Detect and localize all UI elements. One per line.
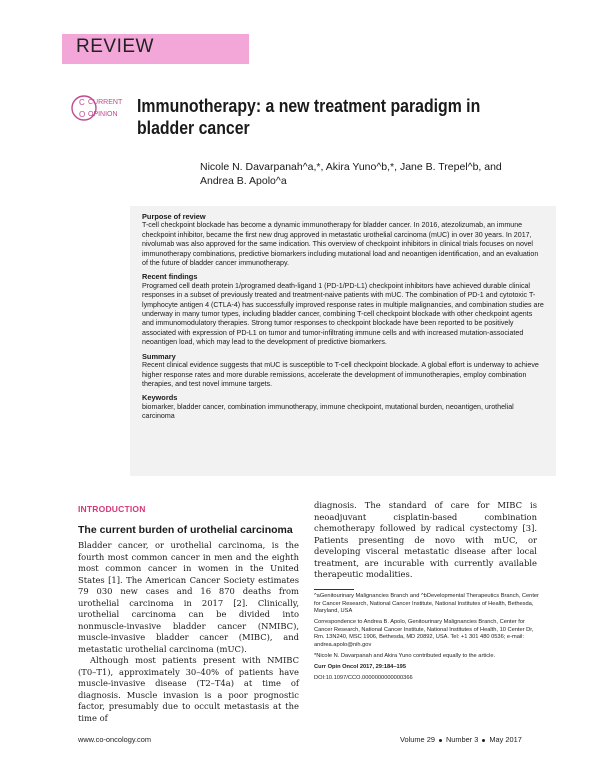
body-column-left xyxy=(78,540,299,724)
current-opinion-logo xyxy=(70,90,134,126)
keywords-text: biomarker, bladder cancer, combination immunotherapy, immune checkpoint, mutational burden, neoantigen, urothelial carcinoma xyxy=(142,402,514,421)
author-list xyxy=(200,160,560,188)
logo-word-current: CURRENT xyxy=(88,99,123,106)
svg-text:C: C xyxy=(79,98,85,107)
body-column-right xyxy=(314,500,537,581)
separator-dot-icon xyxy=(482,739,485,742)
purpose-text: T-cell checkpoint blockade has become a dynamic immunotherapy for bladder cancer. In 2016, atezolizumab, an immune checkpoint inhibitor, became the first new drug approved in metastatic urothelial carcinoma (mUC) in over 30 years. In 2017, nivolumab was also approved for the same indication. This overview of checkpoint inhibitors in clinical trials focuses on novel immunotherapy combinations, predictive biomarkers including mutational load and neoantigen identification, and an evaluation of the future of bladder cancer immunotherapy. xyxy=(142,221,539,268)
review-label: REVIEW xyxy=(76,36,154,57)
separator-dot-icon xyxy=(439,739,442,742)
citation-line: Curr Opin Oncol 2017, 29:184–195 xyxy=(314,664,406,671)
review-band xyxy=(62,34,249,64)
section-heading: The current burden of urothelial carcinoma xyxy=(78,524,293,536)
authors-line-1: Nicole N. Davarpanah^a,*, Akira Yuno^b,*, Jane B. Trepel^b, and xyxy=(200,161,502,173)
logo-word-opinion: OPINION xyxy=(88,111,118,118)
footnote-divider xyxy=(314,589,354,590)
equal-contribution-note: *Nicole N. Davarpanah and Akira Yuno contributed equally to the article. xyxy=(314,653,496,660)
body-paragraph-2: Although most patients present with NMIBC (T0–T1), approximately 30–40% of patients have muscle-invasive disease (T2–T4a) at time of diagnosis. Muscle invasion is a poor prognostic factor, presumably due to occult metastasis at the time of xyxy=(78,655,299,723)
volume-label: Volume 29 xyxy=(400,735,435,744)
doi-line: DOI:10.1097/CCO.0000000000000366 xyxy=(314,675,413,682)
body-paragraph-1: Bladder cancer, or urothelial carcinoma, is the fourth most common cancer in men and the eighth most common cancer in women in the United States [1]. The American Cancer Society estimates 79 030 new cases and 16 870 deaths from urothelial carcinoma in 2017 [2]. Clinically, urothelial carcinoma can be divided into nonmuscle-invasive bladder cancer (NMIBC), muscle-invasive bladder cancer (MIBC), and metastatic urothelial carcinoma (mUC). xyxy=(78,540,299,654)
journal-website-link[interactable]: www.co-oncology.com xyxy=(78,735,151,744)
keywords-heading: Keywords xyxy=(142,393,178,403)
summary-heading: Summary xyxy=(142,351,176,361)
article-title: Immunotherapy: a new treatment paradigm in bladder cancer xyxy=(137,96,481,138)
findings-heading: Recent findings xyxy=(142,272,198,282)
purpose-heading: Purpose of review xyxy=(142,212,206,221)
issue-info xyxy=(400,735,522,744)
affiliation-text: ^aGenitourinary Malignancies Branch and ^bDevelopmental Therapeutics Branch, Center for Cancer Research, National Cancer Institute, National Institutes of Health, Bethesda, Maryland, USA xyxy=(314,593,539,615)
affiliations-block xyxy=(314,593,540,686)
number-label: Number 3 xyxy=(445,735,479,744)
body-paragraph-3: diagnosis. The standard of care for MIBC is neoadjuvant cisplatin-based combination chemotherapy followed by radical cystectomy [3]. Patients presenting de novo with mUC, or developing visceral metastatic disease after local treatment, are incurable with currently available therapeutic modalities. xyxy=(314,500,537,579)
date-label: May 2017 xyxy=(489,735,522,744)
introduction-heading: INTRODUCTION xyxy=(78,504,146,514)
authors-line-2: Andrea B. Apolo^a xyxy=(200,175,287,187)
summary-text: Recent clinical evidence suggests that mUC is susceptible to T-cell checkpoint blockade. A global effort is underway to achieve higher response rates and more durable remissions, accelerate the development of immunotherapies, employ combination therapies, and test novel immune targets. xyxy=(142,361,539,388)
svg-text:O: O xyxy=(79,110,86,119)
correspondence-text: Correspondence to Andrea B. Apolo, Genitourinary Malignancies Branch, Center for Cancer Research, National Cancer Institute, National Institutes of Health, 10 Center Dr, Rm. 13N240, MSC 1906, Bethesda, MD 20892, USA. Tel: +1 301 480 0536; e-mail: andrea.apolo@nih.gov xyxy=(314,619,534,649)
abstract xyxy=(142,212,544,426)
findings-text: Programed cell death protein 1/programed death-ligand 1 (PD-1/PD-L1) checkpoint inhibitors have achieved durable clinical responses in a subset of previously treated and treatment-naive patients with mUC. The combination of PD-1 and cytotoxic T-lymphocyte antigen 4 (CTLA-4) has successfully improved response rates in multiple malignancies, and combination studies are underway in many tumor types, including bladder cancer, combining T-cell checkpoint blockade with other checkpoint agents and immunomodulatory therapies. Strong tumor responses to checkpoint blockade have been reported to be positively associated with expression of PD-L1 on tumor and tumor-infiltrating immune cells and with increased mutation-associated neoantigen load, which may lead to the development of predictive biomarkers. xyxy=(142,281,544,347)
